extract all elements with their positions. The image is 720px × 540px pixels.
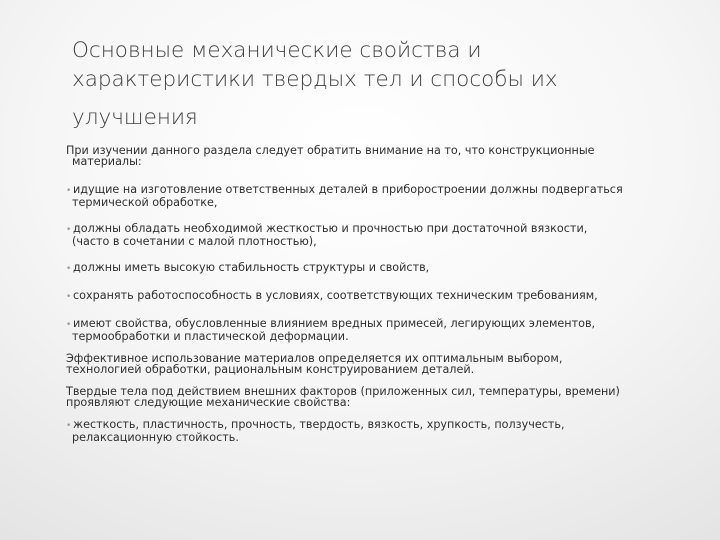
title-line-2: характеристики твердых тел и способы их <box>72 67 558 92</box>
bullet-line-1: сохранять работоспособность в условиях, соответствующих техническим требованиям, <box>73 289 598 302</box>
properties-paragraph <box>66 386 666 408</box>
slide-body <box>66 145 666 443</box>
bullet-item <box>66 223 666 247</box>
bullet-line-1: должны обладать необходимой жесткостью и прочностью при достаточной вязкости, <box>73 222 588 235</box>
title-line-3: улучшения <box>72 105 198 130</box>
slide-title <box>72 36 672 132</box>
bullet-line-1: имеют свойства, обусловленные влиянием вредных примесей, легирующих элементов, <box>73 317 596 330</box>
bullet-line-2: термической обработке, <box>72 196 218 209</box>
bullet-icon: • <box>66 421 72 431</box>
intro-paragraph <box>66 145 666 167</box>
bullet-line-1: идущие на изготовление ответственных деталей в приборостроении должны подвергаться <box>73 183 623 196</box>
usage-paragraph <box>66 353 666 375</box>
bullet-item <box>66 262 666 275</box>
bullet-icon: • <box>66 225 72 235</box>
bullet-item <box>66 318 666 342</box>
bullet-icon: • <box>66 264 72 274</box>
bullet-icon: • <box>66 320 72 330</box>
bullet-item <box>66 419 666 443</box>
usage-line-2: технологией обработки, рациональным конструированием деталей. <box>66 363 475 376</box>
bullet-line-1: должны иметь высокую стабильность структуры и свойств, <box>73 261 430 274</box>
intro-line-1: При изучении данного раздела следует обратить внимание на то, что конструкционные <box>66 144 595 157</box>
bullet-icon: • <box>66 186 72 196</box>
bullet-line-1: жесткость, пластичность, прочность, твердость, вязкость, хрупкость, ползучесть, <box>73 418 565 431</box>
bullet-item <box>66 184 666 208</box>
title-line-1: Основные механические свойства и <box>72 38 482 63</box>
bullet-line-2: релаксационную стойкость. <box>72 431 239 444</box>
bullet-item <box>66 290 666 303</box>
bullet-line-2: (часто в сочетании с малой плотностью), <box>72 235 317 248</box>
properties-line-2: проявляют следующие механические свойства: <box>66 396 351 409</box>
bullet-line-2: термообработки и пластической деформации. <box>72 330 349 343</box>
properties-line-1: Твердые тела под действием внешних факторов (приложенных сил, температуры, времени) <box>66 385 620 398</box>
bullet-icon: • <box>66 292 72 302</box>
intro-line-2: материалы: <box>72 155 142 168</box>
usage-line-1: Эффективное использование материалов определяется их оптимальным выбором, <box>66 352 563 365</box>
